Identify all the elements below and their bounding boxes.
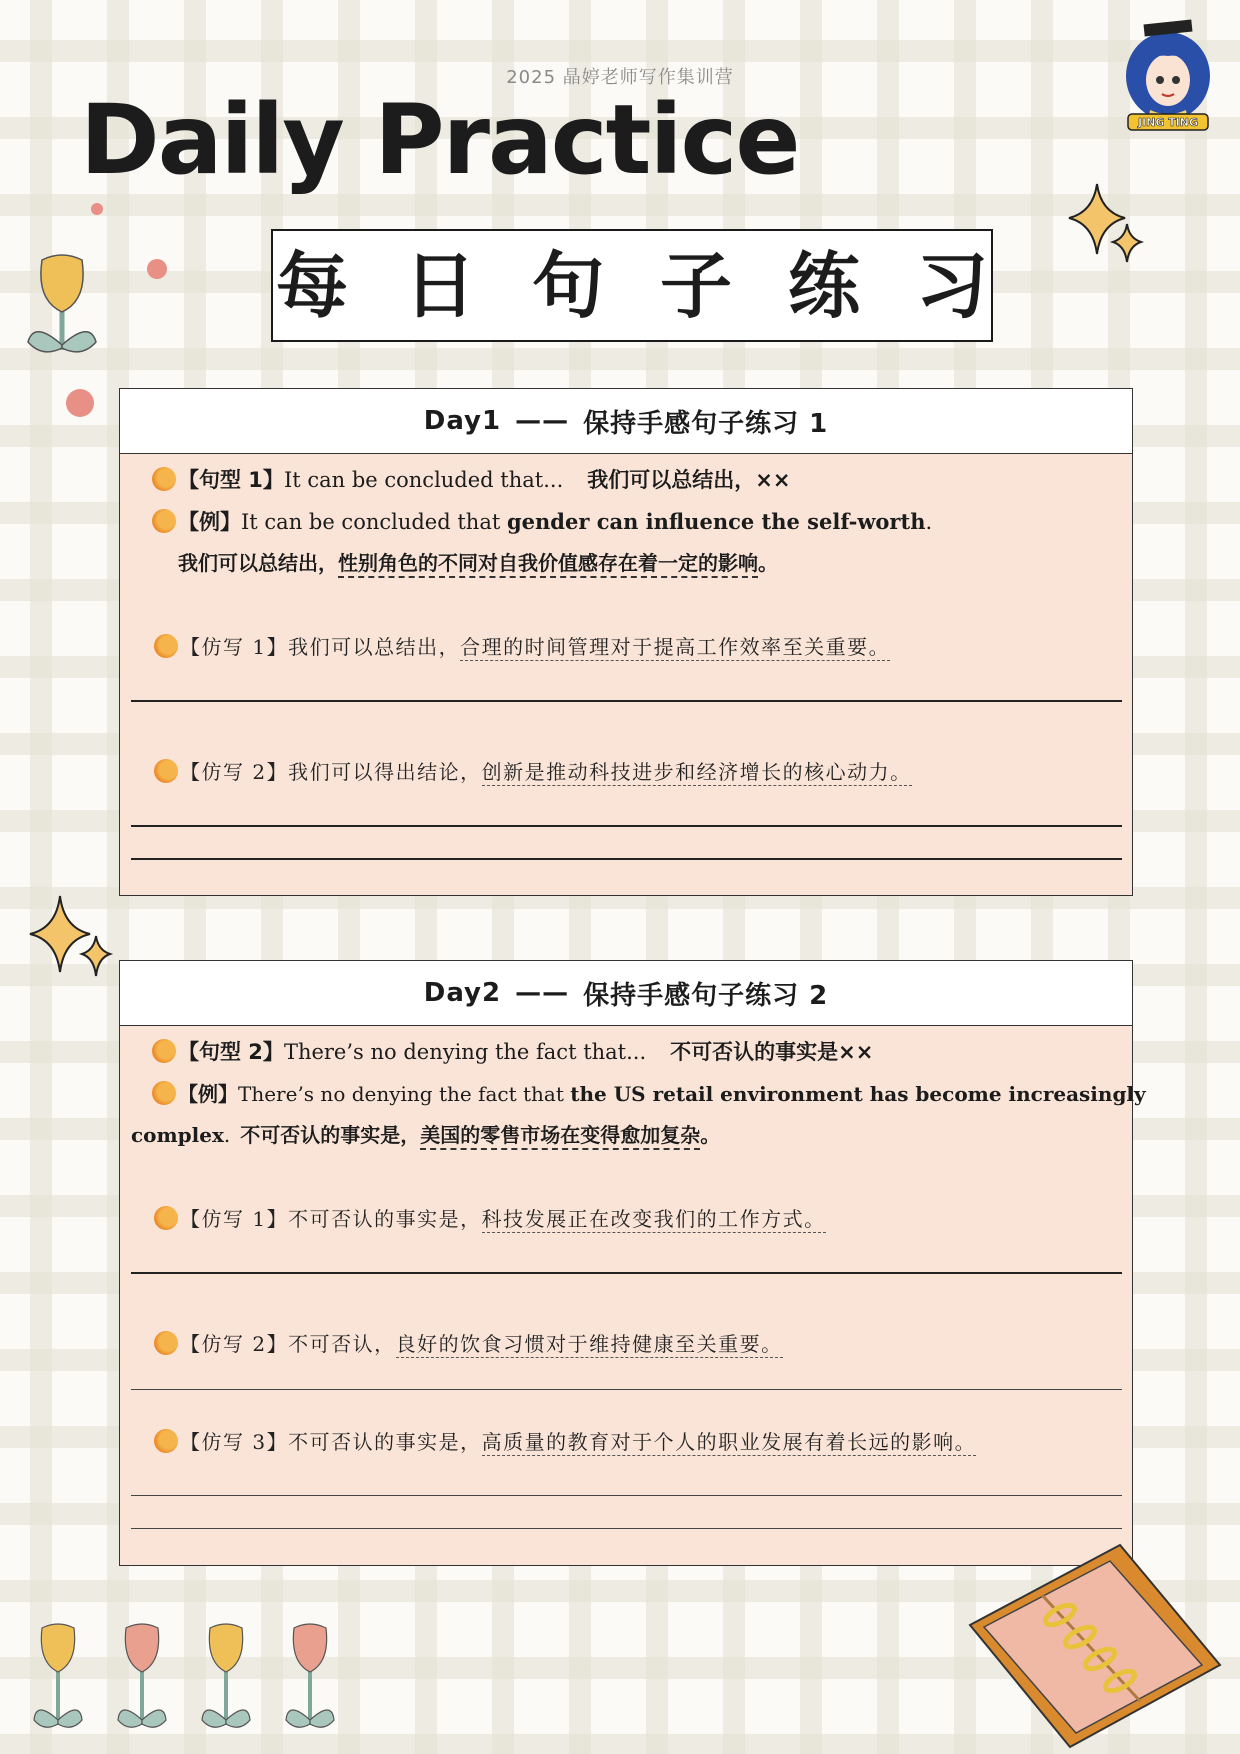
example-cn-end: 。 <box>758 551 778 575</box>
day1-pattern <box>152 467 1132 493</box>
tulip-row <box>30 1620 360 1740</box>
bullet-icon <box>154 1429 178 1453</box>
tulip-icon <box>34 1624 82 1727</box>
dot-decoration <box>147 259 167 279</box>
practice-tag: 【仿写 1】 <box>180 635 289 659</box>
writing-line[interactable] <box>131 1389 1122 1390</box>
practice-lead: 不可否认的事实是， <box>288 1207 482 1231</box>
day1-dash: —— <box>515 406 570 436</box>
pattern-tag: 【句型 2】 <box>178 1040 284 1064</box>
day1-example <box>152 509 1132 535</box>
day1-practice-2 <box>154 759 1132 784</box>
day2-label: Day2 <box>423 978 502 1008</box>
day1-header <box>120 389 1132 454</box>
day2-heading: 保持手感句子练习 2 <box>583 980 829 1011</box>
teacher-avatar <box>1122 18 1214 134</box>
day2-practice-3 <box>154 1429 1132 1454</box>
day2-practice-1 <box>154 1206 1132 1231</box>
tulip-icon <box>286 1624 334 1727</box>
camp-subtitle: 2025 晶婷老师写作集训营 <box>506 67 734 88</box>
bullet-icon <box>154 759 178 783</box>
day2-practice-2 <box>154 1331 1132 1356</box>
sparkle-icon <box>1065 180 1145 280</box>
day1-practice-1 <box>154 634 1132 659</box>
day2-dash: —— <box>515 978 570 1008</box>
bullet-icon <box>152 509 176 533</box>
bullet-icon <box>152 467 176 491</box>
sparkle-icon <box>24 892 114 992</box>
practice-text: 高质量的教育对于个人的职业发展有着长远的影响。 <box>481 1430 977 1454</box>
pattern-cn: 不可否认的事实是×× <box>670 1040 874 1064</box>
practice-text: 科技发展正在改变我们的工作方式。 <box>481 1207 826 1231</box>
practice-text: 合理的时间管理对于提高工作效率至关重要。 <box>460 635 891 659</box>
bullet-icon <box>154 1331 178 1355</box>
writing-line[interactable] <box>131 858 1122 860</box>
writing-line[interactable] <box>131 825 1122 827</box>
day2-card <box>119 960 1146 1566</box>
pattern-en: It can be concluded that... <box>283 468 564 492</box>
example-en-end: . <box>925 510 933 534</box>
avatar-label: JING TING <box>1137 116 1199 129</box>
writing-line[interactable] <box>131 700 1122 702</box>
day2-pattern <box>152 1039 1132 1065</box>
writing-line[interactable] <box>131 1495 1122 1496</box>
dot-decoration <box>66 389 94 417</box>
practice-lead: 我们可以得出结论， <box>288 760 482 784</box>
writing-line[interactable] <box>131 1272 1122 1274</box>
example-en-key2: complex <box>131 1123 224 1147</box>
pattern-tag: 【句型 1】 <box>178 468 284 492</box>
bullet-icon <box>154 1206 178 1230</box>
example-en-key: gender can influence the self-worth <box>506 509 926 534</box>
pattern-cn: 我们可以总结出，×× <box>587 468 791 492</box>
practice-tag: 【仿写 3】 <box>180 1430 289 1454</box>
day2-header <box>120 961 1132 1026</box>
cn-title: 每日句子练习 <box>275 243 1044 328</box>
tulip-icon <box>118 1624 166 1727</box>
example-cn-key: 性别角色的不同对自我价值感存在着一定的影响 <box>338 551 758 578</box>
practice-lead: 不可否认的事实是， <box>288 1430 482 1454</box>
day1-example-cn <box>178 551 1132 575</box>
example-cn-lead: 我们可以总结出， <box>178 551 338 575</box>
practice-tag: 【仿写 1】 <box>180 1207 289 1231</box>
practice-text: 良好的饮食习惯对于维持健康至关重要。 <box>395 1332 783 1356</box>
practice-lead: 我们可以总结出， <box>288 635 461 659</box>
bullet-icon <box>152 1081 176 1105</box>
tulip-icon <box>202 1624 250 1727</box>
dot-decoration <box>91 203 103 215</box>
example-en-key: the US retail environment has become increasingly <box>570 1082 1146 1106</box>
page-title: Daily Practice <box>80 84 799 196</box>
example-en-end: . <box>223 1123 231 1147</box>
bullet-icon <box>152 1039 176 1063</box>
notebook-icon <box>950 1515 1240 1754</box>
example-cn-key: 美国的零售市场在变得愈加复杂 <box>420 1123 700 1150</box>
practice-text: 创新是推动科技进步和经济增长的核心动力。 <box>481 760 912 784</box>
example-cn-lead: 不可否认的事实是， <box>240 1123 421 1147</box>
example-cn-end: 。 <box>700 1123 721 1147</box>
example-tag: 【例】 <box>178 1082 238 1106</box>
example-en: It can be concluded that <box>241 510 507 534</box>
day1-label: Day1 <box>423 406 502 436</box>
day2-example-cont <box>131 1123 1132 1147</box>
practice-tag: 【仿写 2】 <box>180 1332 289 1356</box>
tulip-icon <box>22 250 102 360</box>
pattern-en: There’s no denying the fact that... <box>283 1040 647 1064</box>
practice-tag: 【仿写 2】 <box>180 760 289 784</box>
day1-heading: 保持手感句子练习 1 <box>583 408 829 439</box>
cn-title-box <box>271 229 1044 342</box>
example-tag: 【例】 <box>178 510 241 534</box>
day2-example <box>152 1081 1146 1106</box>
practice-lead: 不可否认， <box>288 1332 396 1356</box>
example-en: There’s no denying the fact that <box>238 1082 571 1106</box>
bullet-icon <box>154 634 178 658</box>
day1-card <box>119 388 1133 896</box>
